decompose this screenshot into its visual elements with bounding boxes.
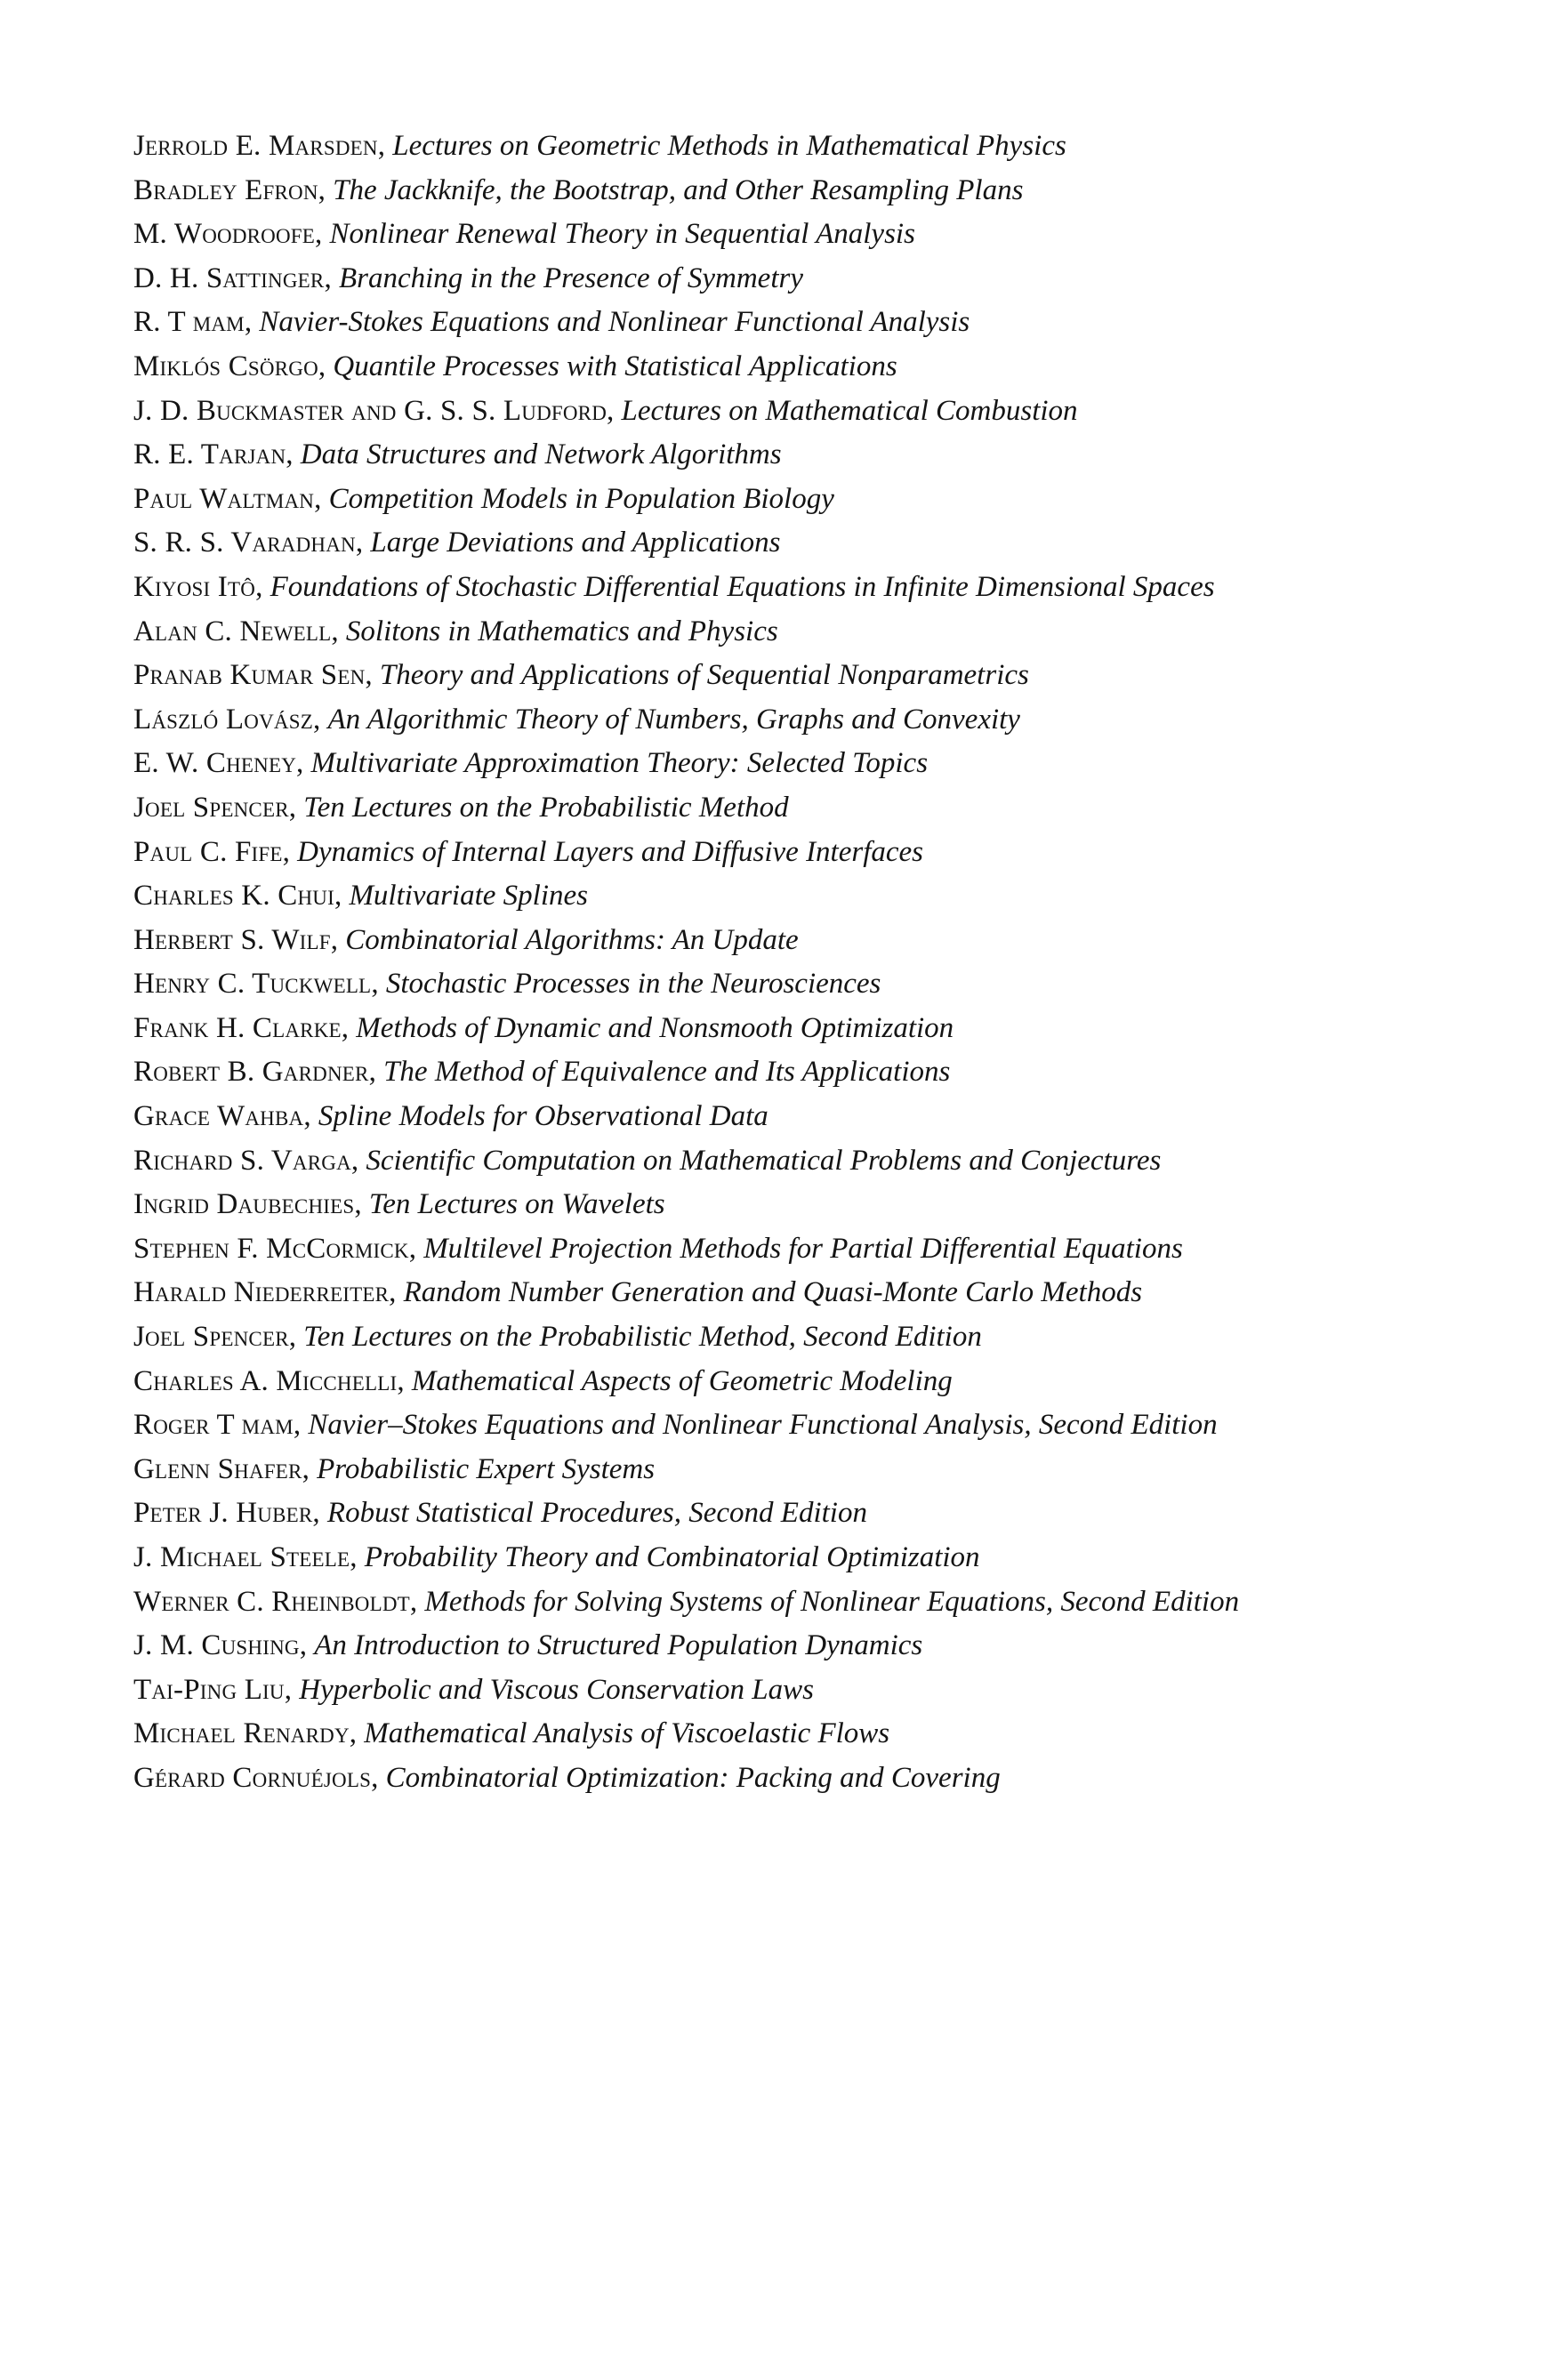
book-title: Theory and Applications of Sequential Nonparametrics bbox=[379, 659, 1029, 692]
author-name: J. Michael Steele bbox=[133, 1541, 350, 1573]
book-title: Ten Lectures on the Probabilistic Method, Second Edition bbox=[303, 1321, 982, 1354]
author-name: Paul Waltman bbox=[133, 482, 315, 515]
author-name: S. R. S. Varadhan bbox=[133, 527, 356, 559]
list-item: Glenn Shafer, Probabilistic Expert Systems bbox=[133, 1452, 656, 1485]
book-title: Spline Models for Observational Data bbox=[318, 1100, 768, 1133]
author-name: Glenn Shafer bbox=[133, 1452, 302, 1485]
author-name: Charles K. Chui bbox=[133, 880, 334, 913]
list-item: Paul Waltman, Competition Models in Population Biology bbox=[133, 482, 834, 515]
book-title: Branching in the Presence of Symmetry bbox=[338, 261, 803, 294]
series-title-list bbox=[133, 125, 1485, 1801]
list-item: Charles A. Micchelli, Mathematical Aspects of Geometric Modeling bbox=[133, 1364, 953, 1397]
book-title: Lectures on Geometric Methods in Mathematical Physics bbox=[392, 130, 1066, 162]
list-item: Kiyosi Itô, Foundations of Stochastic Differential Equations in Infinite Dimensional Spaces bbox=[133, 570, 1215, 603]
author-name: D. H. Sattinger bbox=[133, 261, 325, 294]
list-item: Werner C. Rheinboldt, Methods for Solving Systems of Nonlinear Equations, Second Edition bbox=[133, 1585, 1240, 1618]
list-item: Harald Niederreiter, Random Number Generation and Quasi-Monte Carlo Methods bbox=[133, 1276, 1143, 1309]
list-item: D. H. Sattinger, Branching in the Presence of Symmetry bbox=[133, 261, 803, 294]
book-title: Random Number Generation and Quasi-Monte Carlo Methods bbox=[403, 1276, 1143, 1309]
book-title: Navier-Stokes Equations and Nonlinear Functional Analysis bbox=[259, 306, 970, 339]
author-name: Herbert S. Wilf bbox=[133, 923, 331, 956]
list-item: Robert B. Gardner, The Method of Equivalence and Its Applications bbox=[133, 1056, 951, 1089]
list-item: J. M. Cushing, An Introduction to Structured Population Dynamics bbox=[133, 1629, 923, 1662]
list-item: Ingrid Daubechies, Ten Lectures on Wavelets bbox=[133, 1188, 665, 1221]
author-name: Richard S. Varga bbox=[133, 1144, 351, 1177]
author-name: Henry C. Tuckwell bbox=[133, 968, 372, 1001]
author-name: Michael Renardy bbox=[133, 1717, 350, 1750]
author-name: Tai-Ping Liu bbox=[133, 1673, 285, 1706]
author-name: Frank H. Clarke bbox=[133, 1011, 342, 1044]
list-item: S. R. S. Varadhan, Large Deviations and Applications bbox=[133, 527, 781, 559]
list-item: E. W. Cheney, Multivariate Approximation Theory: Selected Topics bbox=[133, 747, 929, 780]
book-title: Mathematical Aspects of Geometric Modeling bbox=[411, 1364, 953, 1397]
list-item: Joel Spencer, Ten Lectures on the Probabilistic Method bbox=[133, 791, 789, 824]
book-title: Dynamics of Internal Layers and Diffusive Interfaces bbox=[297, 835, 924, 868]
list-item: Henry C. Tuckwell, Stochastic Processes in the Neurosciences bbox=[133, 968, 881, 1001]
list-item: J. Michael Steele, Probability Theory and Combinatorial Optimization bbox=[133, 1541, 980, 1573]
list-item: Pranab Kumar Sen, Theory and Applications of Sequential Nonparametrics bbox=[133, 659, 1029, 692]
author-name: László Lovász bbox=[133, 703, 313, 736]
author-name: Paul C. Fife bbox=[133, 835, 283, 868]
list-item: Gérard Cornuéjols, Combinatorial Optimization: Packing and Covering bbox=[133, 1761, 1001, 1794]
book-title: Lectures on Mathematical Combustion bbox=[621, 394, 1078, 427]
author-name: Harald Niederreiter bbox=[133, 1276, 390, 1309]
author-name: Stephen F. McCormick bbox=[133, 1232, 409, 1265]
author-name: Kiyosi Itô bbox=[133, 570, 256, 603]
list-item: Tai-Ping Liu, Hyperbolic and Viscous Conservation Laws bbox=[133, 1673, 814, 1706]
list-item: Charles K. Chui, Multivariate Splines bbox=[133, 880, 588, 913]
list-item: Jerrold E. Marsden, Lectures on Geometric Methods in Mathematical Physics bbox=[133, 130, 1066, 162]
book-title: Data Structures and Network Algorithms bbox=[300, 438, 782, 471]
list-item: R. T mam, Navier-Stokes Equations and Nonlinear Functional Analysis bbox=[133, 306, 970, 339]
book-title: Nonlinear Renewal Theory in Sequential Analysis bbox=[329, 218, 915, 251]
author-name: E. W. Cheney bbox=[133, 747, 297, 780]
list-item: Michael Renardy, Mathematical Analysis of Viscoelastic Flows bbox=[133, 1717, 890, 1750]
book-title: Methods for Solving Systems of Nonlinear Equations, Second Edition bbox=[424, 1585, 1240, 1618]
book-title: Hyperbolic and Viscous Conservation Laws bbox=[299, 1673, 814, 1706]
author-name: Charles A. Micchelli bbox=[133, 1364, 398, 1397]
author-name: Bradley Efron bbox=[133, 173, 318, 206]
list-item: Alan C. Newell, Solitons in Mathematics and Physics bbox=[133, 615, 778, 647]
book-title: Large Deviations and Applications bbox=[370, 527, 781, 559]
book-title: Navier–Stokes Equations and Nonlinear Functional Analysis, Second Edition bbox=[308, 1409, 1218, 1442]
book-title: The Jackknife, the Bootstrap, and Other Resampling Plans bbox=[333, 173, 1024, 206]
book-title: Stochastic Processes in the Neurosciences bbox=[385, 968, 881, 1001]
list-item: J. D. Buckmaster and G. S. S. Ludford, Lectures on Mathematical Combustion bbox=[133, 394, 1078, 427]
author-name: Roger T mam bbox=[133, 1409, 294, 1442]
book-title: Multivariate Splines bbox=[349, 880, 588, 913]
book-title: An Introduction to Structured Population Dynamics bbox=[314, 1629, 923, 1662]
book-title: Competition Models in Population Biology bbox=[328, 482, 834, 515]
author-name: Robert B. Gardner bbox=[133, 1056, 369, 1089]
book-title: Multivariate Approximation Theory: Selected Topics bbox=[310, 747, 929, 780]
author-name: Werner C. Rheinboldt bbox=[133, 1585, 410, 1618]
author-name: Ingrid Daubechies bbox=[133, 1188, 355, 1221]
book-title: Multilevel Projection Methods for Partial Differential Equations bbox=[423, 1232, 1183, 1265]
list-item: Paul C. Fife, Dynamics of Internal Layers and Diffusive Interfaces bbox=[133, 835, 924, 868]
list-item: M. Woodroofe, Nonlinear Renewal Theory in Sequential Analysis bbox=[133, 218, 915, 251]
list-item: R. E. Tarjan, Data Structures and Network Algorithms bbox=[133, 438, 782, 471]
book-title: Foundations of Stochastic Differential Equations in Infinite Dimensional Spaces bbox=[270, 570, 1215, 603]
list-item: László Lovász, An Algorithmic Theory of Numbers, Graphs and Convexity bbox=[133, 703, 1020, 736]
author-name: Grace Wahba bbox=[133, 1100, 304, 1133]
author-name: Joel Spencer bbox=[133, 1321, 289, 1354]
list-item: Bradley Efron, The Jackknife, the Bootstrap, and Other Resampling Plans bbox=[133, 173, 1024, 206]
author-name: Peter J. Huber bbox=[133, 1497, 313, 1530]
author-name: J. M. Cushing bbox=[133, 1629, 300, 1662]
list-item: Grace Wahba, Spline Models for Observational Data bbox=[133, 1100, 768, 1133]
list-item: Miklós Csörgo, Quantile Processes with Statistical Applications bbox=[133, 350, 897, 382]
book-title: Ten Lectures on Wavelets bbox=[368, 1188, 665, 1221]
list-item: Frank H. Clarke, Methods of Dynamic and Nonsmooth Optimization bbox=[133, 1011, 954, 1044]
author-name: Joel Spencer bbox=[133, 791, 289, 824]
author-name: Alan C. Newell bbox=[133, 615, 332, 647]
book-title: Combinatorial Algorithms: An Update bbox=[345, 923, 799, 956]
author-name: M. Woodroofe bbox=[133, 218, 316, 251]
list-item: Herbert S. Wilf, Combinatorial Algorithms: An Update bbox=[133, 923, 799, 956]
book-title: Quantile Processes with Statistical Applications bbox=[333, 350, 897, 382]
book-title: Mathematical Analysis of Viscoelastic Flows bbox=[364, 1717, 890, 1750]
book-title: Scientific Computation on Mathematical Problems and Conjectures bbox=[366, 1144, 1162, 1177]
book-title: An Algorithmic Theory of Numbers, Graphs and Convexity bbox=[327, 703, 1020, 736]
book-title: Methods of Dynamic and Nonsmooth Optimization bbox=[356, 1011, 954, 1044]
list-item: Richard S. Varga, Scientific Computation on Mathematical Problems and Conjectures bbox=[133, 1144, 1162, 1177]
author-name: Pranab Kumar Sen bbox=[133, 659, 366, 692]
book-title: Probability Theory and Combinatorial Optimization bbox=[364, 1541, 980, 1573]
author-name: R. T mam bbox=[133, 306, 245, 339]
book-title: Combinatorial Optimization: Packing and Covering bbox=[385, 1761, 1001, 1794]
author-name: R. E. Tarjan bbox=[133, 438, 286, 471]
author-name: Gérard Cornuéjols bbox=[133, 1761, 372, 1794]
book-title: Ten Lectures on the Probabilistic Method bbox=[303, 791, 789, 824]
list-item: Stephen F. McCormick, Multilevel Projection Methods for Partial Differential Equations bbox=[133, 1232, 1183, 1265]
book-title: Probabilistic Expert Systems bbox=[317, 1452, 656, 1485]
author-name: Jerrold E. Marsden bbox=[133, 130, 378, 162]
list-item: Peter J. Huber, Robust Statistical Procedures, Second Edition bbox=[133, 1497, 867, 1530]
book-title: Solitons in Mathematics and Physics bbox=[345, 615, 778, 647]
list-item: Joel Spencer, Ten Lectures on the Probabilistic Method, Second Edition bbox=[133, 1321, 982, 1354]
author-name: Miklós Csörgo bbox=[133, 350, 318, 382]
book-title: Robust Statistical Procedures, Second Edition bbox=[326, 1497, 867, 1530]
list-item: Roger T mam, Navier–Stokes Equations and Nonlinear Functional Analysis, Second Edition bbox=[133, 1409, 1218, 1442]
author-name: J. D. Buckmaster and G. S. S. Ludford bbox=[133, 394, 608, 427]
book-title: The Method of Equivalence and Its Applications bbox=[383, 1056, 951, 1089]
